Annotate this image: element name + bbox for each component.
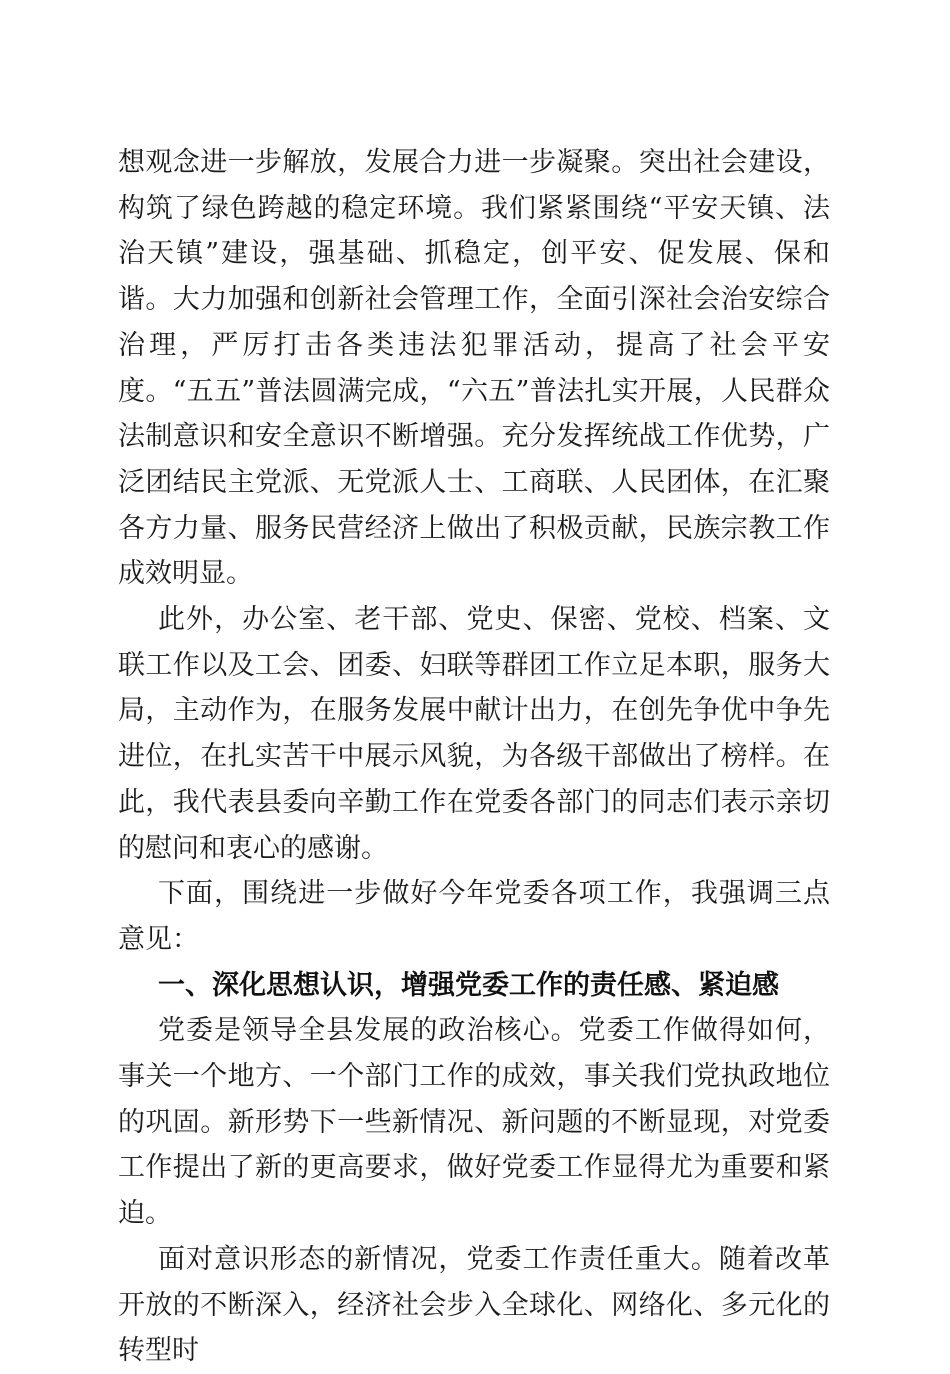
- paragraph: 党委是领导全县发展的政治核心。党委工作做得如何，事关一个地方、一个部门工作的成效，事关我们党执政地位的巩固。新形势下一些新情况、新问题的不断显现，对党委工作提出了新的更高要求，做好党委工作显得尤为重要和紧迫。: [118, 1015, 830, 1230]
- paragraph: 此外，办公室、老干部、党史、保密、党校、档案、文联工作以及工会、团委、妇联等群团工作立足本职，服务大局，主动作为，在服务发展中献计出力，在创先争优中争先进位，在扎实苦干中展示风貌，为各级干部做出了榜样。在此，我代表县委向辛勤工作在党委各部门的同志们表示亲切的慰问和衷心的感谢。: [118, 604, 830, 864]
- paragraph: 面对意识形态的新情况，党委工作责任重大。随着改革开放的不断深入，经济社会步入全球化、网络化、多元化的转型时: [118, 1243, 830, 1367]
- paragraph-continuation: 想观念进一步解放，发展合力进一步凝聚。突出社会建设，构筑了绿色跨越的稳定环境。我们紧紧围绕“平安天镇、法治天镇”建设，强基础、抓稳定，创平安、促发展、保和谐。大力加强和创新社会管理工作，全面引深社会治安综合治理，严厉打击各类违法犯罪活动，提高了社会平安度。“五五”普法圆满完成，“六五”普法扎实开展，人民群众法制意识和安全意识不断增强。充分发挥统战工作优势，广泛团结民主党派、无党派人士、工商联、人民团体，在汇聚各方力量、服务民营经济上做出了积极贡献，民族宗教工作成效明显。: [118, 147, 830, 590]
- paragraph: 下面，围绕进一步做好今年党委各项工作，我强调三点意见：: [118, 878, 830, 955]
- document-body: [118, 140, 830, 1374]
- section-heading: 一、深化思想认识，增强党委工作的责任感、紧迫感: [158, 969, 779, 1001]
